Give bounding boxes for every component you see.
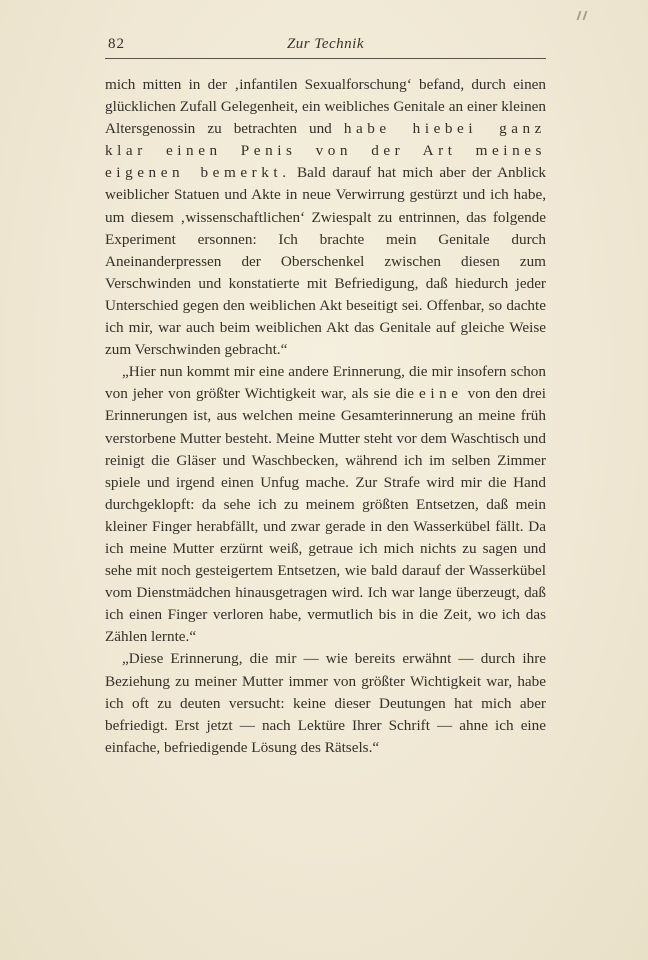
running-title: Zur Technik xyxy=(286,36,365,52)
paragraph-3 xyxy=(105,648,546,758)
scan-artifact xyxy=(574,7,586,25)
page-body xyxy=(105,74,546,759)
emphasized-text-run: eine xyxy=(419,385,463,403)
page-header xyxy=(105,36,546,58)
text-run: „Diese Erinnerung, die mir — wie bereits erwähnt — durch ihre Beziehung zu meiner Mutter immer von größter Wichtigkeit war, habe ich oft zu deuten versucht: keine dieser Deutungen hat mich aber befriedigt. Erst jetzt — nach Lektüre Ihrer Schrift — ahne ich eine einfache, befriedigende Lösung des Rätsels.“ xyxy=(105,650,546,756)
text-run: Bald darauf hat mich aber der Anblick weiblicher Statuen und Akte in neue Verwirrung gestürzt und ich habe, um diesem ‚wissenschaftlichen‘ Zwiespalt zu entrinnen, das folgende Experiment ersonnen: Ich brachte mein Genitale durch Aneinanderpressen der Oberschenkel zwischen diesen zum Verschwinden und konstatierte mit Befriedigung, daß hiedurch jeder Unterschied gegen den weiblichen Akt beseitigt sei. Offenbar, so dachte ich mir, war auch beim weiblichen Akt das Genitale auf gleiche Weise zum Verschwinden gebracht.“ xyxy=(105,164,547,359)
text-run: von den drei Erinnerungen ist, aus welchen meine Gesamterinnerung an meine früh verstorbene Mutter besteht. Meine Mutter steht vor dem Waschtisch und reinigt die Gläser und Waschbecken, während ich im selben Zimmer spiele und irgend einen Unfug mache. Zur Strafe wird mir die Hand durchgeklopft: da sehe ich zu meinem größten Entsetzen, daß mein kleiner Finger herabfällt, und zwar gerade in den Wasserkübel fällt. Da ich meine Mutter erzürnt weiß, getraue ich mich nichts zu sagen und sehe mit noch gesteigertem Entsetzen, wie bald darauf der Wasserkübel vom Dienstmädchen hinausgetragen wird. Ich war lange überzeugt, daß ich einen Finger verloren habe, vermutlich bis in die Zeit, wo ich das Zählen lernte.“ xyxy=(105,385,546,646)
emphasized-text-run: habe hiebei ganz klar einen Penis von der Art meines eigenen bemerkt. xyxy=(105,120,546,182)
paragraph-2 xyxy=(105,361,546,648)
header-rule xyxy=(105,58,546,59)
text-run: „Hier nun kommt mir eine andere Erinnerung, die mir insofern schon von jeher von größter Wichtigkeit war, als sie die xyxy=(105,363,546,403)
paragraph-1 xyxy=(105,74,546,361)
text-run: mich mitten in der ‚infantilen Sexualforschung‘ befand, durch einen glücklichen Zufall Gelegenheit, ein weibliches Genitale an einer kleinen Altersgenossin zu betrachten und xyxy=(105,76,546,138)
page-number: 82 xyxy=(108,36,125,52)
